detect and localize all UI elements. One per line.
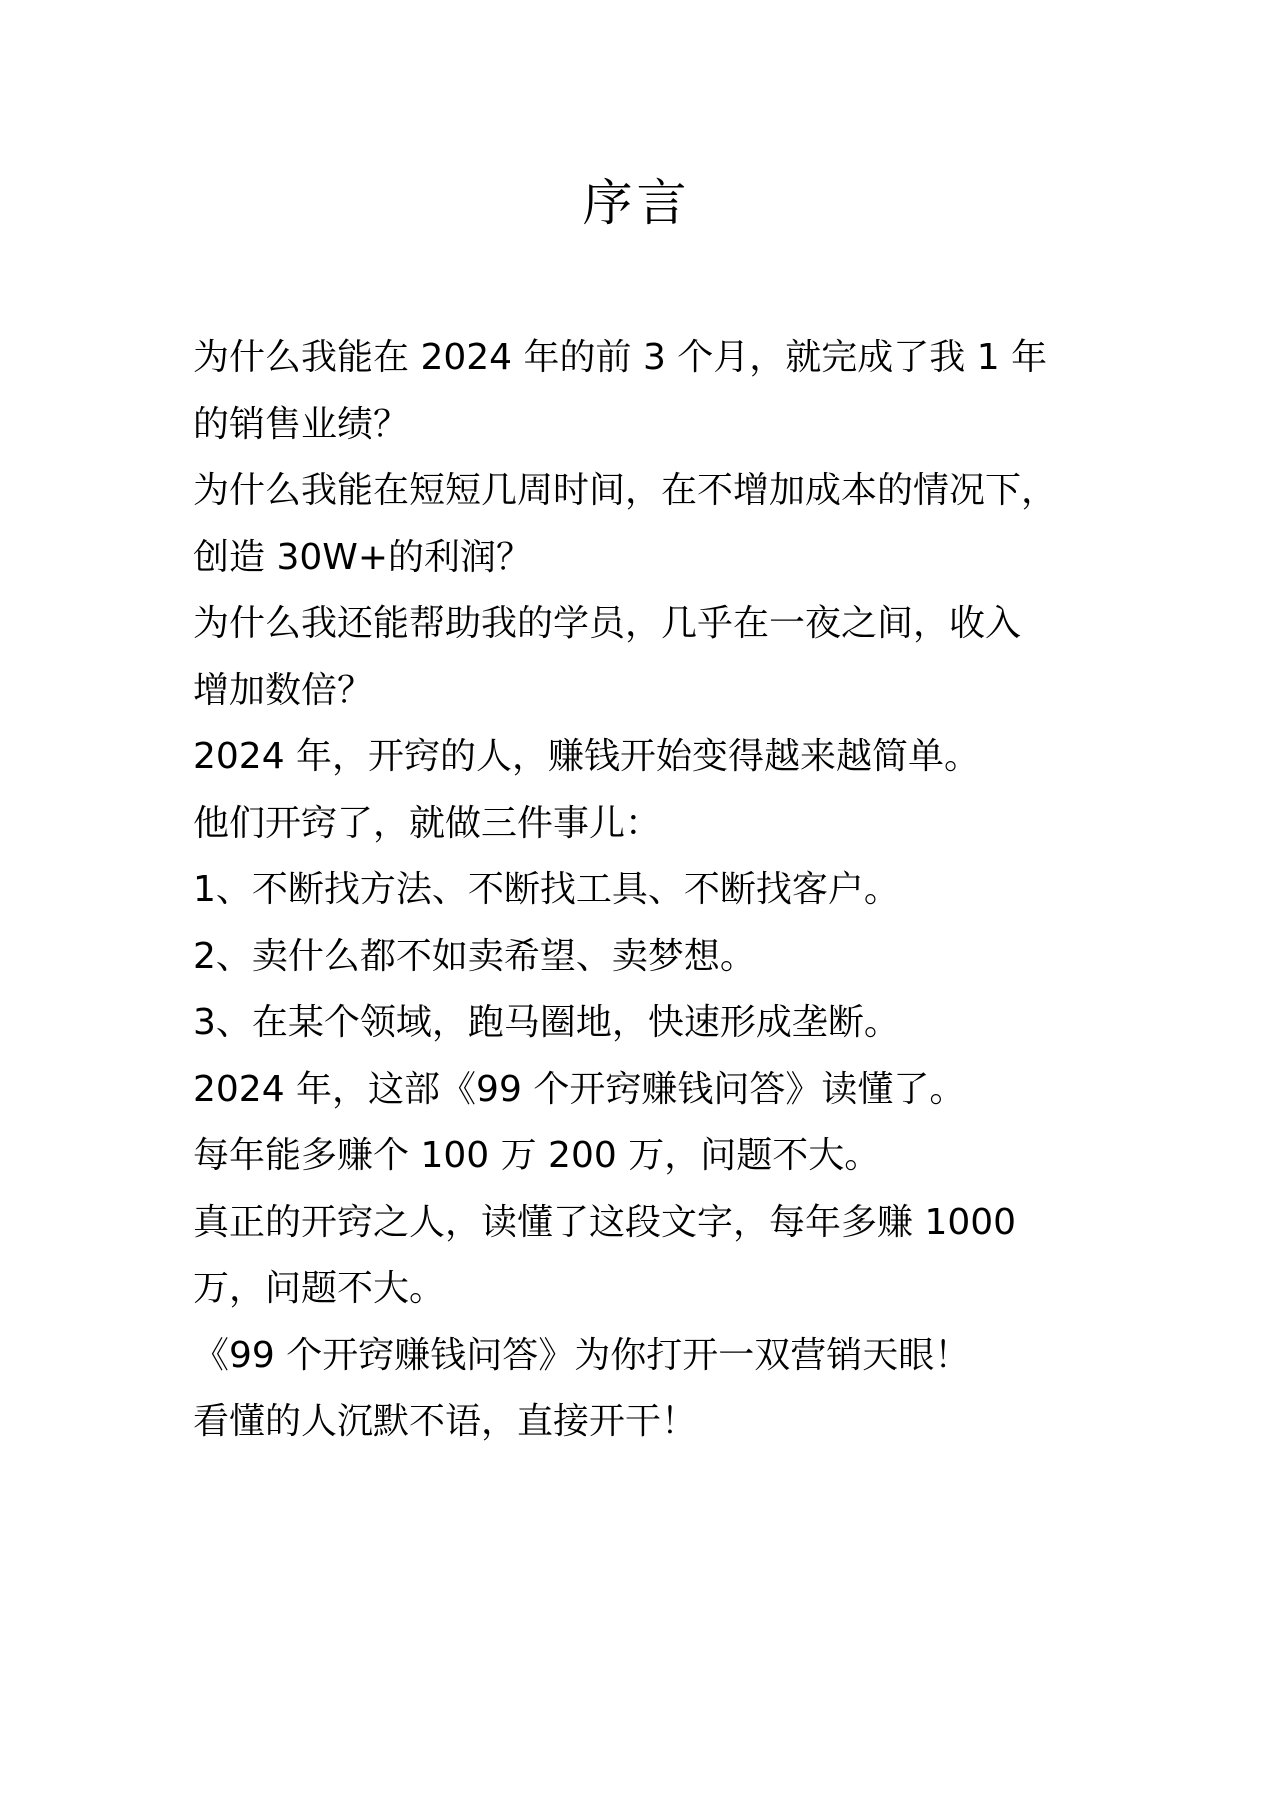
list-item: 1、不断找方法、不断找工具、不断找客户。 [193, 869, 900, 910]
paragraph-line: 为什么我能在 2024 年的前 3 个月，就完成了我 1 年 [193, 337, 1048, 378]
paragraph-line: 真正的开窍之人，读懂了这段文字，每年多赚 1000 [193, 1201, 1017, 1243]
paragraph-line: 每年能多赚个 100 万 200 万，问题不大。 [193, 1135, 881, 1176]
paragraph-line: 创造 30W+的利润？ [193, 536, 533, 578]
paragraph-line: 为什么我能在短短几周时间，在不增加成本的情况下， [193, 470, 1058, 511]
paragraph-line: 2024 年，开窍的人，赚钱开始变得越来越简单。 [193, 736, 981, 777]
paragraph-line: 他们开窍了，就做三件事儿： [193, 802, 662, 844]
paragraph-line: 的销售业绩？ [193, 403, 410, 445]
paragraph-line: 万，问题不大。 [193, 1268, 446, 1309]
page-title: 序言 [582, 174, 691, 232]
list-item: 3、在某个领域，跑马圈地，快速形成垄断。 [193, 1002, 900, 1043]
paragraph-line: 为什么我还能帮助我的学员，几乎在一夜之间，收入 [193, 603, 1022, 644]
paragraph-line: 增加数倍？ [193, 669, 374, 711]
paragraph-line: 2024 年，这部《99 个开窍赚钱问答》读懂了。 [193, 1068, 966, 1110]
paragraph-line: 《99 个开窍赚钱问答》为你打开一双营销天眼！ [193, 1334, 971, 1376]
preface-body [193, 325, 1113, 1456]
list-item: 2、卖什么都不如卖希望、卖梦想。 [193, 935, 756, 977]
paragraph-line: 看懂的人沉默不语，直接开干！ [193, 1401, 698, 1442]
